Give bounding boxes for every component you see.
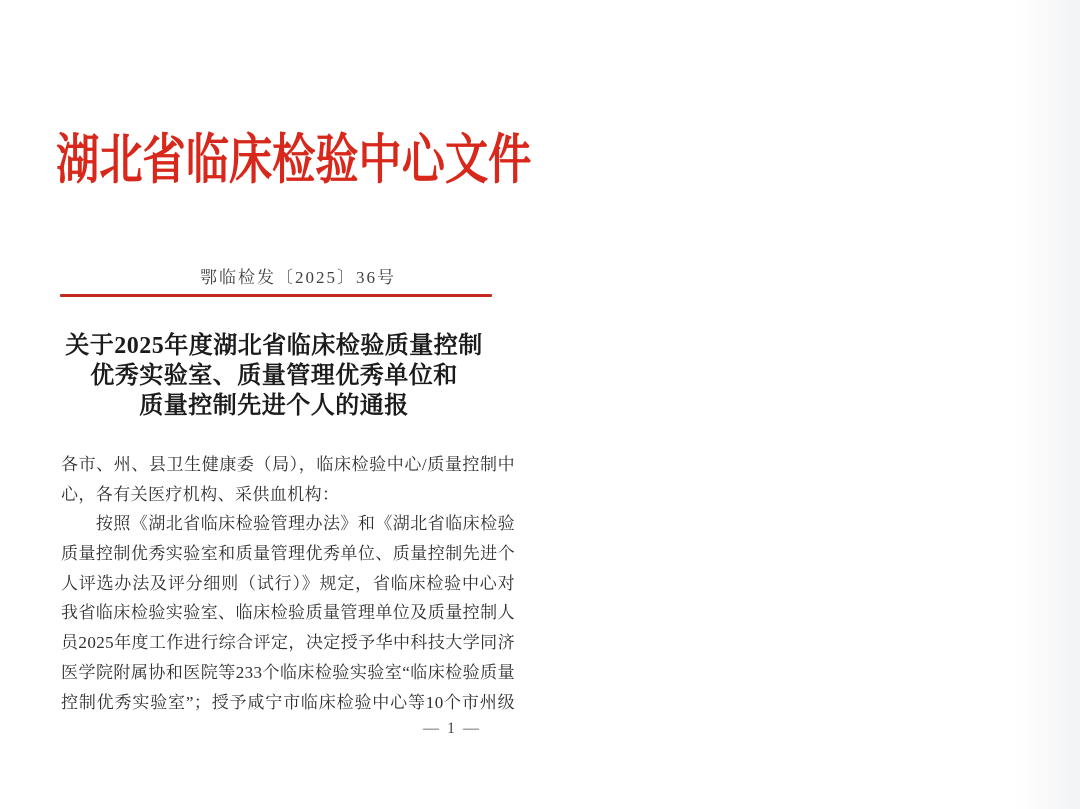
- document-number: 鄂临检发〔2025〕36号: [200, 268, 396, 287]
- document-title: [18, 331, 530, 421]
- body-text-line: 医学院附属协和医院等233个临床检验实验室“临床检验质量: [61, 662, 515, 682]
- document-title-line: 优秀实验室、质量管理优秀单位和: [90, 363, 458, 389]
- document-header-title: 湖北省临床检验中心文件: [56, 130, 532, 190]
- body-text-line: 控制优秀实验室”；授予咸宁市临床检验中心等10个市州级: [61, 692, 515, 712]
- body-text-line: 各市、州、县卫生健康委（局），临床检验中心/质量控制中: [61, 455, 515, 474]
- body-text-line: 员2025年度工作进行综合评定，决定授予华中科技大学同济: [61, 633, 515, 653]
- body-text-line: 心，各有关医疗机构、采供血机构：: [61, 484, 340, 504]
- body-text-line: 人评选办法及评分细则（试行）》规定，省临床检验中心对: [61, 573, 515, 593]
- body-text-line: 我省临床检验实验室、临床检验质量管理单位及质量控制人: [61, 603, 515, 623]
- document-title-line: 关于2025年度湖北省临床检验质量控制: [65, 333, 483, 359]
- page-2: [540, 0, 1080, 809]
- body-text-line: 按照《湖北省临床检验管理办法》和《湖北省临床检验: [61, 514, 515, 534]
- document-title-line: 质量控制先进个人的通报: [139, 393, 409, 419]
- page-1-body: [61, 450, 515, 717]
- body-text-line: 质量控制优秀实验室和质量管理优秀单位、质量控制先进个: [61, 544, 515, 564]
- red-separator-rule: [60, 294, 492, 297]
- page-number-1: — 1 —: [423, 720, 481, 737]
